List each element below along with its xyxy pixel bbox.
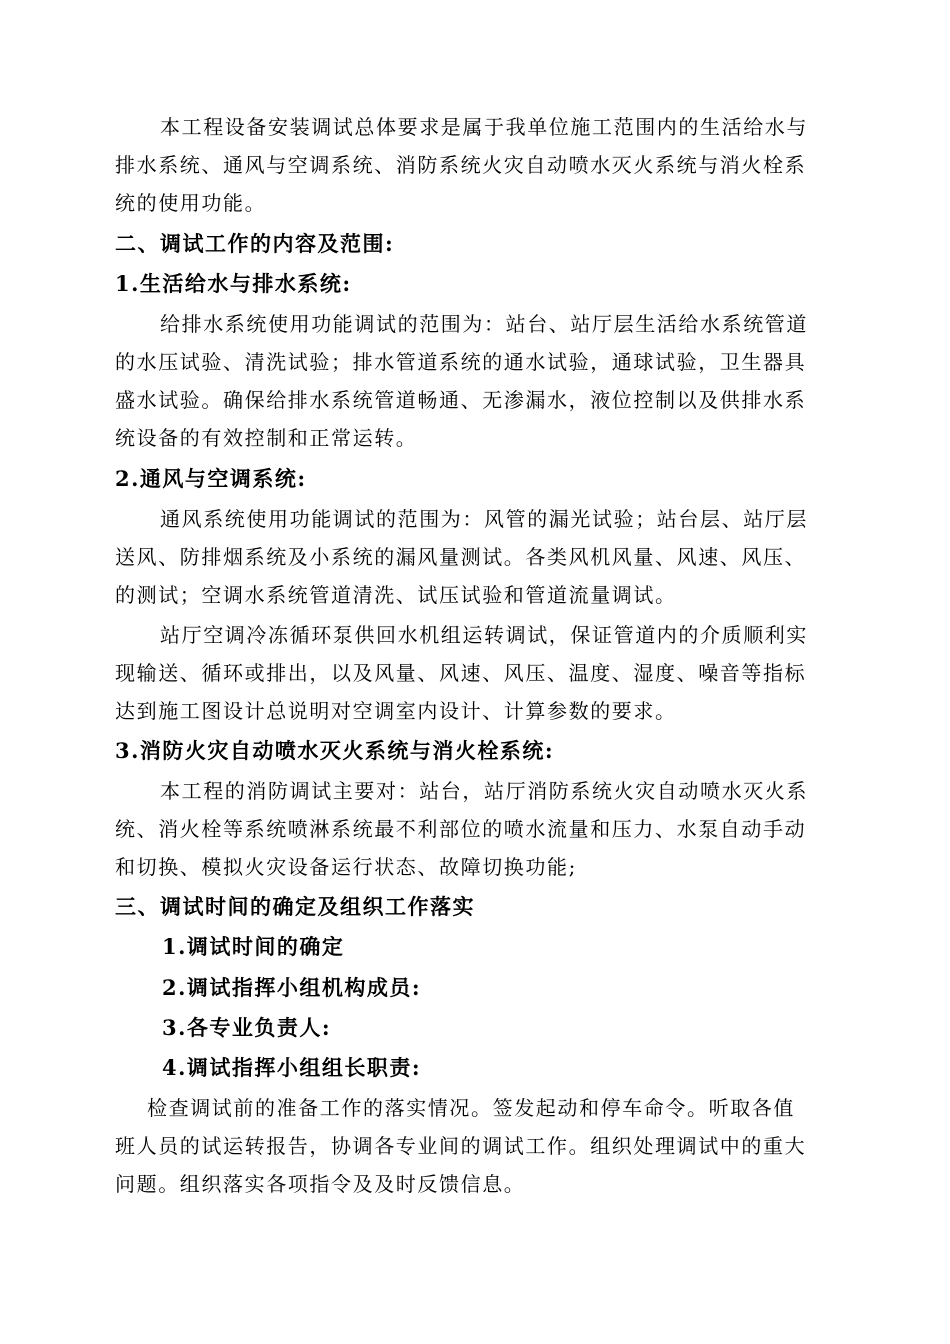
section-3-item-3: 3.各专业负责人: — [162, 1015, 332, 1040]
intro-line-2: 排水系统、通风与空调系统、消防系统火灾自动喷水灭火系统与消火栓系 — [115, 153, 807, 177]
section-3-heading: 三、调试时间的确定及组织工作落实 — [115, 894, 475, 919]
intro-line-1: 本工程设备安装调试总体要求是属于我单位施工范围内的生活给水与 — [160, 115, 808, 139]
sub1-line-4: 统设备的有效控制和正常运转。 — [115, 426, 418, 450]
intro-line-3: 统的使用功能。 — [115, 191, 267, 215]
section-2-heading: 二、调试工作的内容及范围: — [115, 231, 395, 256]
sub2-p2-line-1: 站厅空调冷冻循环泵供回水机组运转调试，保证管道内的介质顺利实 — [160, 623, 808, 647]
sub1-line-2: 的水压试验、清洗试验；排水管道系统的通水试验，通球试验，卫生器具 — [115, 350, 807, 374]
subsection-1-heading: 1.生活给水与排水系统: — [115, 271, 352, 296]
sub3-line-1: 本工程的消防调试主要对：站台，站厅消防系统火灾自动喷水灭火系 — [160, 779, 808, 803]
subsection-3-heading: 3.消防火灾自动喷水灭火系统与消火栓系统: — [115, 738, 555, 763]
duties-line-2: 班人员的试运转报告，协调各专业间的调试工作。组织处理调试中的重大 — [115, 1134, 807, 1158]
sub3-line-2: 统、消火栓等系统喷淋系统最不利部位的喷水流量和压力、水泵自动手动 — [115, 817, 807, 841]
sub3-line-3: 和切换、模拟火灾设备运行状态、故障切换功能; — [115, 855, 577, 879]
section-3-item-2: 2.调试指挥小组机构成员: — [162, 975, 422, 1000]
sub2-p2-line-2: 现输送、循环或排出，以及风量、风速、风压、温度、湿度、噪音等指标 — [115, 661, 807, 685]
sub1-line-3: 盛水试验。确保给排水系统管道畅通、无渗漏水，液位控制以及供排水系 — [115, 388, 807, 412]
subsection-2-heading: 2.通风与空调系统: — [115, 466, 307, 491]
duties-line-1: 检查调试前的准备工作的落实情况。签发起动和停车命令。听取各值 — [147, 1096, 795, 1120]
sub2-p1-line-3: 的测试；空调水系统管道清洗、试压试验和管道流量调试。 — [115, 583, 677, 607]
duties-line-3: 问题。组织落实各项指令及及时反馈信息。 — [115, 1172, 526, 1196]
section-3-item-1: 1.调试时间的确定 — [162, 934, 345, 959]
sub2-p1-line-1: 通风系统使用功能调试的范围为：风管的漏光试验；站台层、站厅层 — [160, 507, 808, 531]
section-3-item-4: 4.调试指挥小组组长职责: — [162, 1055, 422, 1080]
sub2-p1-line-2: 送风、防排烟系统及小系统的漏风量测试。各类风机风量、风速、风压、 — [115, 545, 807, 569]
sub2-p2-line-3: 达到施工图设计总说明对空调室内设计、计算参数的要求。 — [115, 699, 677, 723]
sub1-line-1: 给排水系统使用功能调试的范围为：站台、站厅层生活给水系统管道 — [160, 312, 808, 336]
